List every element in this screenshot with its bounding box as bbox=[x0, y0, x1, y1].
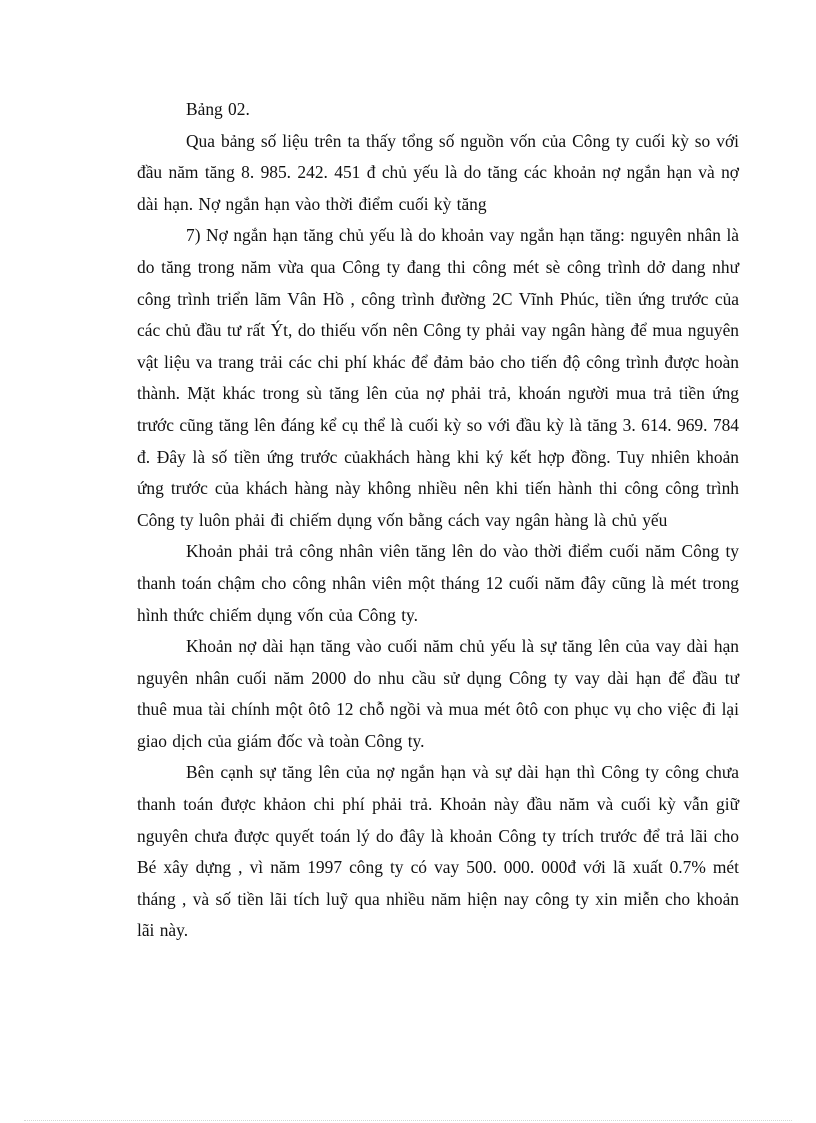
paragraph-employee-payables: Khoản phải trả công nhân viên tăng lên do vào thời điểm cuối năm Công ty thanh toán chậm cho công nhân viên một tháng 12 cuối năm đây cũng là mét trong hình thức chiếm dụng vốn của Công ty. bbox=[137, 541, 739, 625]
page-bottom-divider bbox=[24, 1120, 792, 1121]
paragraph-accrued-expenses: Bên cạnh sự tăng lên của nợ ngắn hạn và sự dài hạn thì Công ty công chưa thanh toán được khảon chi phí phải trả. Khoản này đầu năm và cuối kỳ vẫn giữ nguyên chưa được quyết toán lý do đây là khoản Công ty trích trước để trả lãi cho Bé xây dựng , vì năm 1997 công ty có vay 500. 000. 000đ với lã xuất 0.7% mét tháng , và số tiền lãi tích luỹ qua nhiều năm hiện nay công ty xin miễn cho khoản lãi này. bbox=[137, 762, 739, 941]
paragraph-long-term-debt: Khoản nợ dài hạn tăng vào cuối năm chủ yếu là sự tăng lên của vay dài hạn nguyên nhân cuối năm 2000 do nhu cầu sử dụng Công ty vay dài hạn để đầu tư thuê mua tài chính một ôtô 12 chỗ ngồi và mua mét ôtô con phục vụ cho việc đi lại giao dịch của giám đốc và toàn Công ty. bbox=[137, 636, 739, 751]
table-reference: Bảng 02. bbox=[186, 99, 250, 119]
paragraph-short-term-debt: 7) Nợ ngắn hạn tăng chủ yếu là do khoản vay ngắn hạn tăng: nguyên nhân là do tăng trong năm vừa qua Công ty đang thi công mét sè công trình dở dang như công trình triển lãm Vân Hồ , công trình đường 2C Vĩnh Phúc, tiền ứng trước của các chủ đầu tư rất Ýt, do thiếu vốn nên Công ty phải vay ngân hàng để mua nguyên vật liệu va trang trải các chi phí khác để đảm bảo cho tiến độ công trình được hoàn thành. Mặt khác trong sù tăng lên của nợ phải trả, khoán người mua trả tiền ứng trước cũng tăng lên đáng kể cụ thể là cuối kỳ so với đầu kỳ là tăng 3. 614. 969. 784 đ. Đây là số tiền ứng trước củakhách hàng khi ký kết hợp đồng. Tuy nhiên khoản ứng trước của khách hàng này không nhiều nên khi tiến hành thi công công trình Công ty luôn phải đi chiếm dụng vốn bằng cách vay ngân hàng là chủ yếu bbox=[137, 225, 739, 530]
paragraph-total-capital: Qua bảng số liệu trên ta thấy tổng số nguồn vốn của Công ty cuối kỳ so với đầu năm tăng 8. 985. 242. 451 đ chủ yếu là do tăng các khoản nợ ngắn hạn và nợ dài hạn. Nợ ngắn hạn vào thời điểm cuối kỳ tăng bbox=[137, 130, 739, 214]
document-body bbox=[137, 94, 739, 947]
